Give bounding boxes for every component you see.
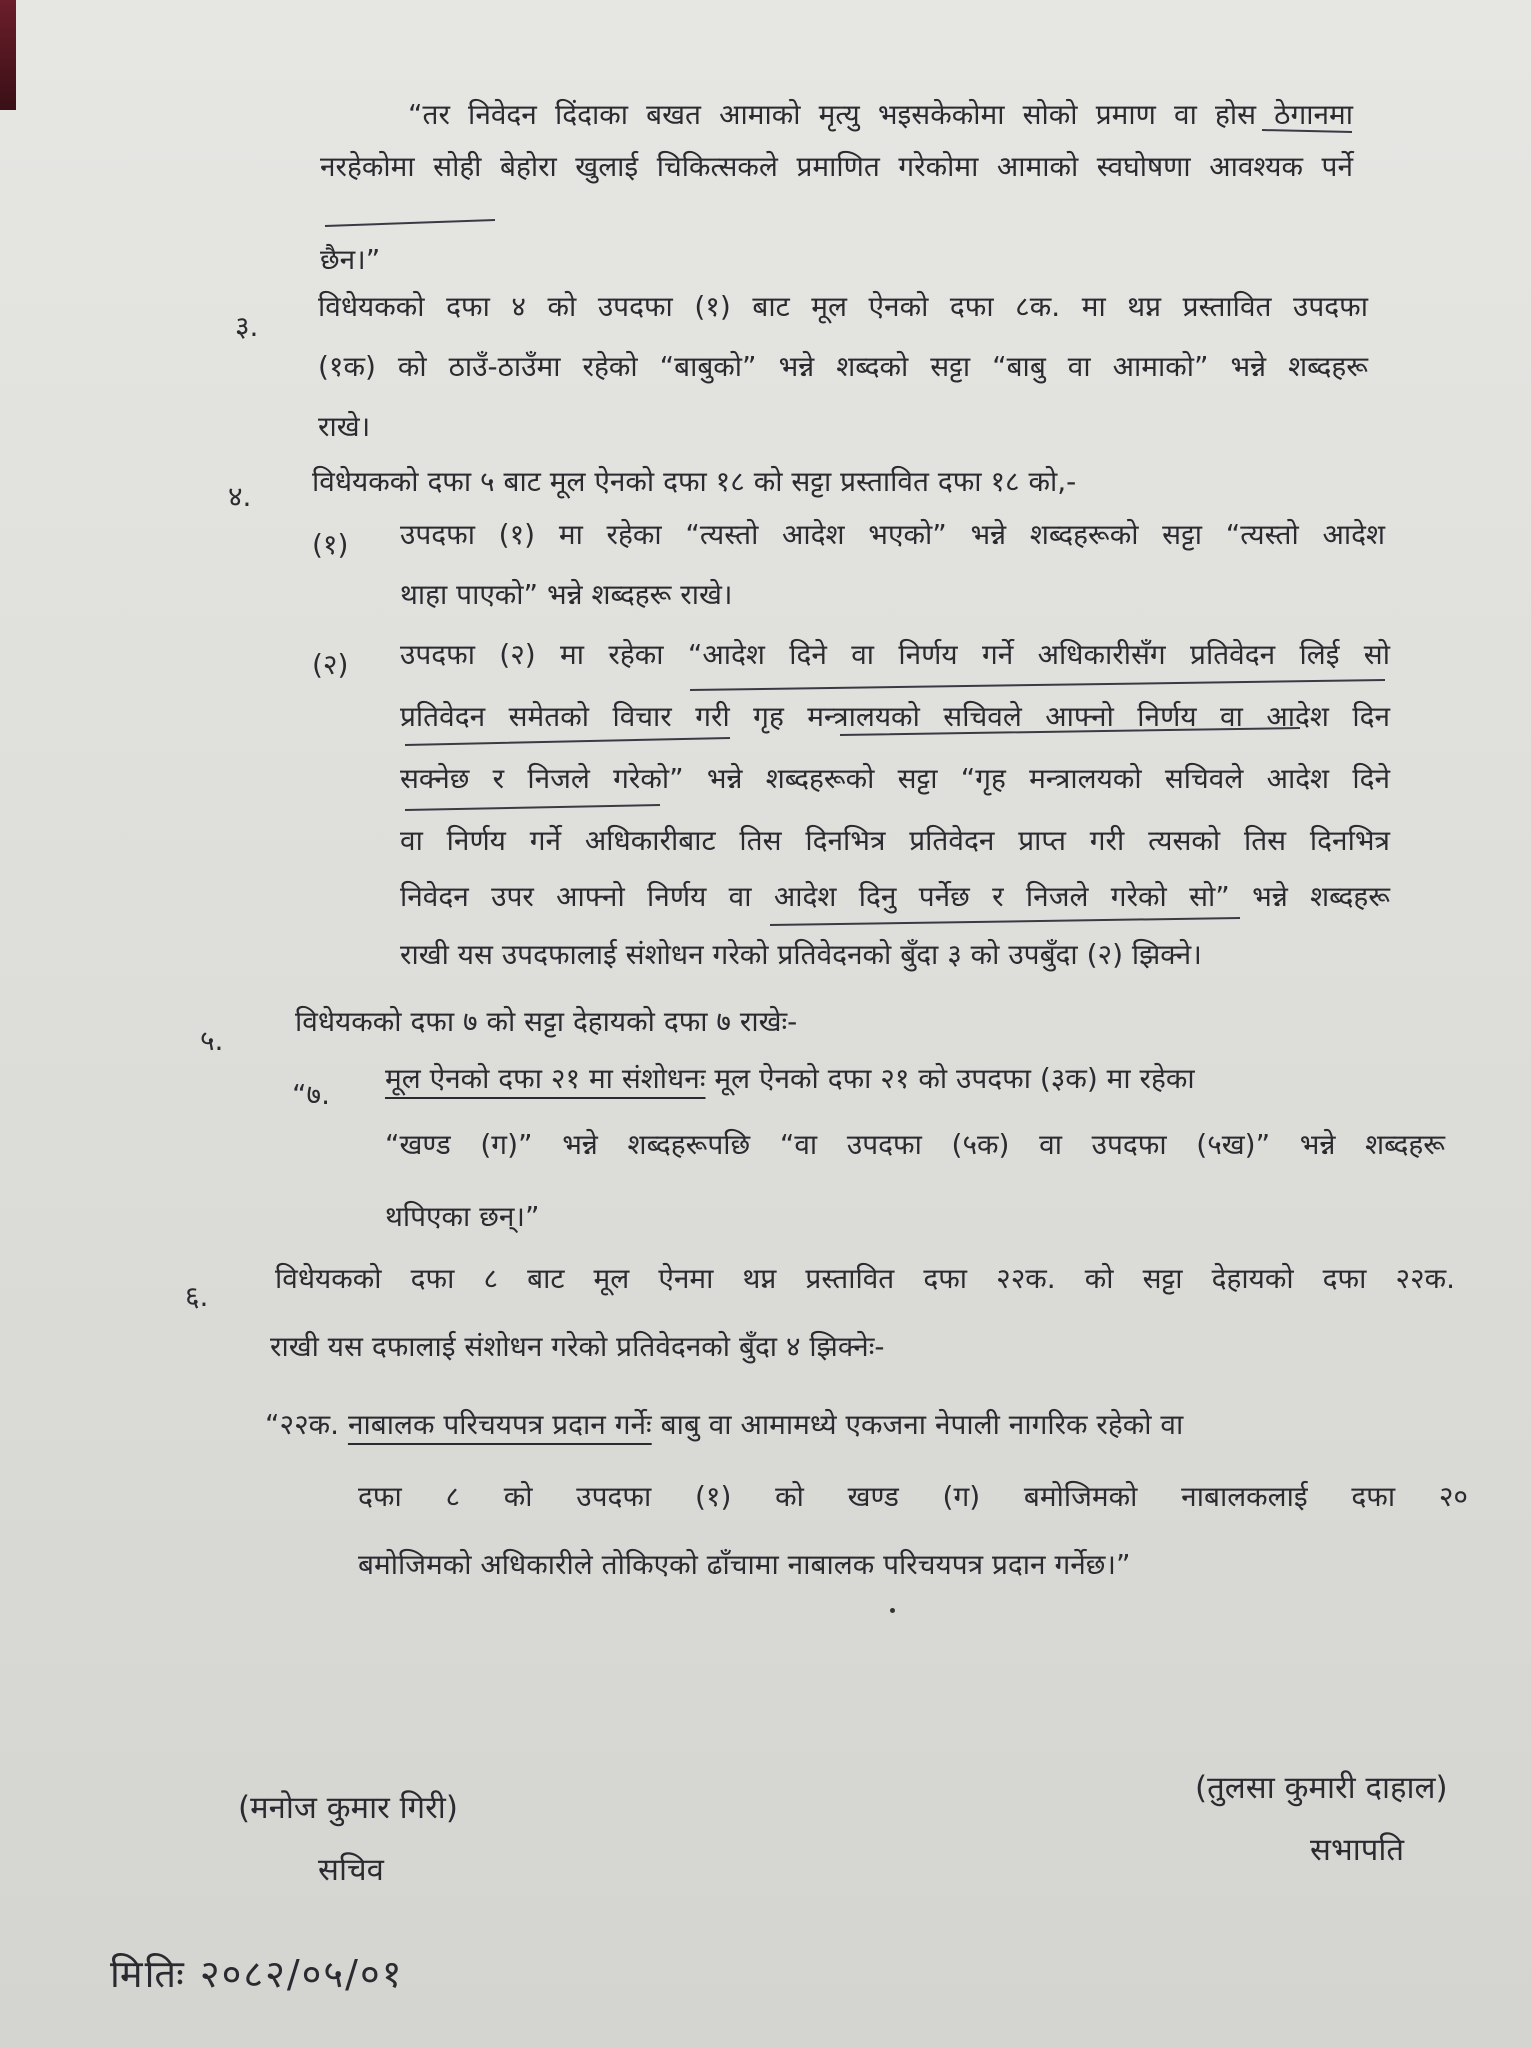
- signatory-right-name: (तुलसा कुमारी दाहाल): [1195, 1770, 1448, 1806]
- ink-dot: [890, 1608, 895, 1613]
- item-4-sub-2-line-2: प्रतिवेदन समेतको विचार गरी गृह मन्त्रालयको सचिवले आफ्नो निर्णय वा आदेश दिन: [400, 700, 1390, 733]
- signatory-left-name: (मनोज कुमार गिरी): [238, 1790, 458, 1826]
- quote-line-2: नरहेकोमा सोही बेहोरा खुलाई चिकित्सकले प्रमाणित गरेकोमा आमाको स्वघोषणा आवश्यक पर्ने: [320, 150, 1353, 183]
- quote-line-1: “तर निवेदन दिंदाका बखत आमाको मृत्यु भइसकेकोमा सोको प्रमाण वा होस ठेगानमा: [408, 98, 1353, 131]
- item-3-line-3: राखे।: [318, 410, 371, 443]
- item-4-number: ४.: [228, 480, 252, 513]
- signatory-right-title: सभापति: [1310, 1832, 1405, 1868]
- item-5-line-3: “खण्ड (ग)” भन्ने शब्दहरूपछि “वा उपदफा (५क) वा उपदफा (५ख)” भन्ने शब्दहरू: [385, 1128, 1445, 1161]
- item-6-line-1: विधेयकको दफा ८ बाट मूल ऐनमा थप्न प्रस्तावित दफा २२क. को सट्टा देहायको दफा २२क.: [275, 1262, 1455, 1295]
- item-6-quote-line-1: [265, 1408, 1183, 1442]
- item-5-sub-number: “७.: [292, 1078, 330, 1111]
- item-6-quote-line-2: दफा ८ को उपदफा (१) को खण्ड (ग) बमोजिमको नाबालकलाई दफा २०: [358, 1480, 1468, 1513]
- item-3-line-1: विधेयकको दफा ४ को उपदफा (१) बाट मूल ऐनको दफा ८क. मा थप्न प्रस्तावित उपदफा: [318, 290, 1368, 323]
- item-4-sub-2-line-1: उपदफा (२) मा रहेका “आदेश दिने वा निर्णय गर्ने अधिकारीसँग प्रतिवेदन लिई सो: [400, 638, 1390, 671]
- item-5-line-4: थपिएका छन्।”: [385, 1200, 540, 1233]
- item-4-sub-2-number: (२): [312, 648, 349, 681]
- item-4-sub-1-line-1: उपदफा (१) मा रहेका “त्यस्तो आदेश भएको” भन्ने शब्दहरूको सट्टा “त्यस्तो आदेश: [400, 518, 1385, 551]
- document-date: मितिः २०८२/०५/०१: [110, 1952, 404, 1996]
- item-6-quote-heading: नाबालक परिचयपत्र प्रदान गर्नेः: [347, 1408, 652, 1441]
- signatory-left-title: सचिव: [318, 1852, 384, 1888]
- item-4-sub-2-line-4: वा निर्णय गर्ने अधिकारीबाट तिस दिनभित्र प्रतिवेदन प्राप्त गरी त्यसको तिस दिनभित्र: [400, 824, 1390, 857]
- item-4-sub-2-line-6: राखी यस उपदफालाई संशोधन गरेको प्रतिवेदनको बुँदा ३ को उपबुँदा (२) झिक्ने।: [400, 938, 1202, 971]
- item-3-line-2: (१क) को ठाउँ-ठाउँमा रहेको “बाबुको” भन्ने शब्दको सट्टा “बाबु वा आमाको” भन्ने शब्दहरू: [318, 350, 1368, 383]
- item-4-sub-1-line-2: थाहा पाएको” भन्ने शब्दहरू राखे।: [400, 578, 733, 611]
- item-5-line-2-rest: मूल ऐनको दफा २१ को उपदफा (३क) मा रहेका: [714, 1062, 1195, 1095]
- item-5-heading: मूल ऐनको दफा २१ मा संशोधनः: [385, 1062, 706, 1095]
- item-5-number: ५.: [200, 1024, 224, 1057]
- item-6-number: ६.: [185, 1280, 209, 1313]
- item-4-sub-1-number: (१): [312, 528, 349, 561]
- item-3-number: ३.: [235, 310, 259, 343]
- quote-line-3: छैन।”: [320, 243, 381, 276]
- item-4-sub-2-line-3: सक्नेछ र निजले गरेको” भन्ने शब्दहरूको सट्टा “गृह मन्त्रालयको सचिवले आदेश दिने: [400, 762, 1390, 795]
- item-6-quote-rest: बाबु वा आमामध्ये एकजना नेपाली नागरिक रहेको वा: [660, 1408, 1184, 1441]
- item-6-quote-line-3: बमोजिमको अधिकारीले तोकिएको ढाँचामा नाबालक परिचयपत्र प्रदान गर्नेछ।”: [358, 1548, 1131, 1581]
- item-4-sub-2-line-5: निवेदन उपर आफ्नो निर्णय वा आदेश दिनु पर्नेछ र निजले गरेको सो” भन्ने शब्दहरू: [400, 880, 1390, 913]
- item-6-quote-prefix: “२२क.: [265, 1408, 340, 1441]
- item-5-line-2: [385, 1062, 1195, 1096]
- item-4-line-1: विधेयकको दफा ५ बाट मूल ऐनको दफा १८ को सट्टा प्रस्तावित दफा १८ को,-: [312, 465, 1077, 498]
- item-5-line-1: विधेयकको दफा ७ को सट्टा देहायको दफा ७ राखेः-: [295, 1005, 798, 1038]
- item-6-line-2: राखी यस दफालाई संशोधन गरेको प्रतिवेदनको बुँदा ४ झिक्नेः-: [270, 1330, 885, 1363]
